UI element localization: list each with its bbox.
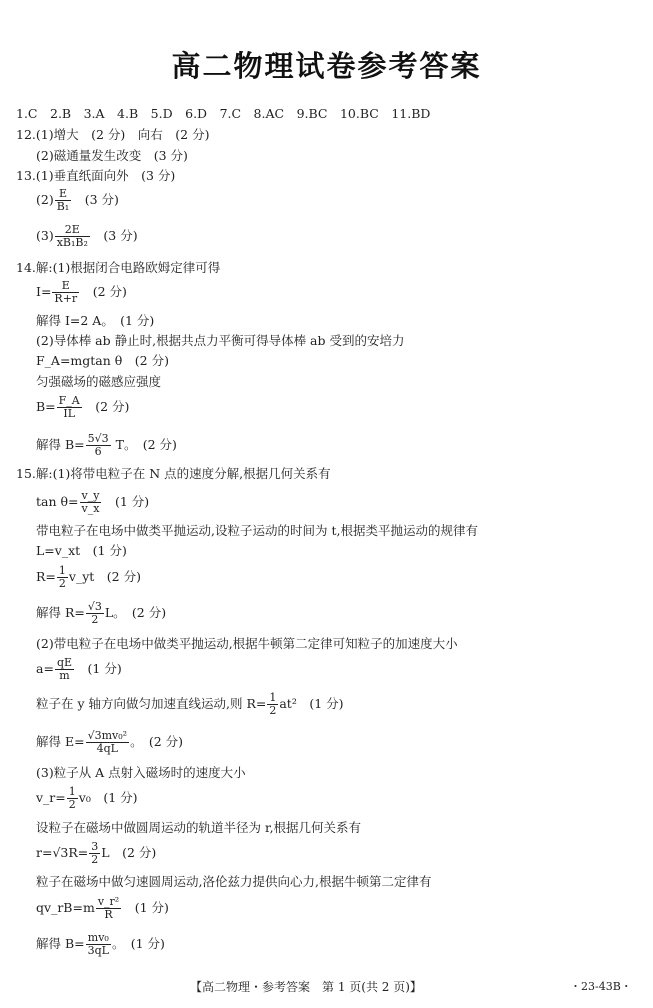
q14-line4: (2)导体棒 ab 静止时,根据共点力平衡可得导体棒 ab 受到的安培力 bbox=[36, 333, 405, 348]
q15-line11: (3)粒子从 A 点射入磁场时的速度大小 bbox=[36, 765, 246, 780]
fraction: $\frac{E}{\text{B₁}}$ bbox=[56, 187, 70, 214]
footer-code: ・23-43B・ bbox=[570, 980, 632, 993]
fraction: $\frac{3}{2}$ bbox=[91, 840, 99, 867]
q15-line2: tan θ= $\frac{v\_y}{v\_x}$ (1 分) bbox=[36, 489, 150, 516]
q14-line6: 匀强磁场的磁感应强度 bbox=[36, 374, 162, 389]
fraction: $\frac{F\_A}{IL}$ bbox=[58, 394, 80, 421]
q15-line3: 带电粒子在电场中做类平抛运动,设粒子运动的时间为 t,根据类平抛运动的规律有 bbox=[36, 523, 478, 538]
page-title: 高二物理试卷参考答案 bbox=[171, 49, 482, 83]
fraction: $\frac{1}{2}$ bbox=[68, 785, 76, 812]
fraction: $\frac{1}{2}$ bbox=[269, 691, 277, 718]
q15-line12: v_r= $\frac{1}{2}$ v₀ (1 分) bbox=[36, 785, 138, 812]
q15-line15: 粒子在磁场中做匀速圆周运动,洛伦兹力提供向心力,根据牛顿第二定律有 bbox=[36, 874, 432, 889]
q14-line7: B= $\frac{F\_A}{IL}$ (2 分) bbox=[36, 394, 130, 421]
q15-line8: a= $\frac{qE}{m}$ (1 分) bbox=[36, 656, 122, 683]
q14-line1: 14.解:(1)根据闭合电路欧姆定律可得 bbox=[16, 260, 221, 275]
q15-line1: 15.解:(1)将带电粒子在 N 点的速度分解,根据几何关系有 bbox=[16, 466, 331, 481]
q15-line7: (2)带电粒子在电场中做类平抛运动,根据牛顿第二定律可知粒子的加速度大小 bbox=[36, 636, 458, 651]
q14-line3: 解得 I=2 A。 (1 分) bbox=[36, 313, 155, 328]
footer-page-info: 【高二物理・参考答案 第 1 页(共 2 页)】 bbox=[190, 980, 422, 994]
q15-line4: L=v_xt (1 分) bbox=[36, 543, 127, 558]
fraction: $\frac{2E}{\text{xB₁B₂}}$ bbox=[56, 223, 88, 250]
fraction: $\frac{v\_y}{v\_x}$ bbox=[81, 489, 100, 516]
q13-part3: (3) $\frac{2E}{\text{xB₁B₂}}$ (3 分) bbox=[36, 223, 138, 250]
fraction: $\frac{qE}{m}$ bbox=[56, 656, 73, 683]
fraction: $\frac{√3}{2}$ bbox=[87, 600, 102, 627]
q15-line10: 解得 E= $\frac{\text{√3mv₀²}}{4qL}$ 。 (2 分) bbox=[36, 729, 183, 756]
q15-line6: 解得 R= $\frac{√3}{2}$ L。 (2 分) bbox=[36, 600, 167, 627]
fraction: $\frac{5√3}{6}$ bbox=[87, 432, 109, 459]
fraction: $\frac{\text{mv₀}}{3qL}$ bbox=[87, 931, 109, 958]
q13-part1: 13.(1)垂直纸面向外 (3 分) bbox=[16, 168, 176, 183]
q14-line5: F_A=mgtan θ (2 分) bbox=[36, 353, 169, 368]
q12-part2: (2)磁通量发生改变 (3 分) bbox=[36, 148, 188, 163]
page-footer bbox=[0, 978, 653, 992]
q15-line5: R= $\frac{1}{2}$ v_yt (2 分) bbox=[36, 564, 141, 591]
q15-line14: r=√3R= $\frac{3}{2}$ L (2 分) bbox=[36, 840, 157, 867]
q12-part1: 12.(1)增大 (2 分) 向右 (2 分) bbox=[16, 127, 210, 142]
q15-line9: 粒子在 y 轴方向做匀加速直线运动,则 R= $\frac{1}{2}$ at² (1 分) bbox=[36, 691, 344, 718]
q13-part2: (2) $\frac{E}{\text{B₁}}$ (3 分) bbox=[36, 187, 119, 214]
fraction: $\frac{1}{2}$ bbox=[58, 564, 66, 591]
q15-line16: qv_rB=m $\frac{\text{v\_r²}}{R}$ (1 分) bbox=[36, 895, 169, 922]
fraction: $\frac{E}{R+r}$ bbox=[54, 279, 78, 306]
fraction: $\frac{\text{v\_r²}}{R}$ bbox=[97, 895, 120, 922]
q14-line8: 解得 B= $\frac{5√3}{6}$ T。 (2 分) bbox=[36, 432, 177, 459]
fraction: $\frac{\text{√3mv₀²}}{4qL}$ bbox=[87, 729, 128, 756]
q14-line2: I= $\frac{E}{R+r}$ (2 分) bbox=[36, 279, 127, 306]
mc-answers: 1.C 2.B 3.A 4.B 5.D 6.D 7.C 8.AC 9.BC 10.BC 11.BD bbox=[16, 106, 431, 121]
q15-line17: 解得 B= $\frac{\text{mv₀}}{3qL}$ 。 (1 分) bbox=[36, 931, 165, 958]
q15-line13: 设粒子在磁场中做圆周运动的轨道半径为 r,根据几何关系有 bbox=[36, 820, 362, 835]
